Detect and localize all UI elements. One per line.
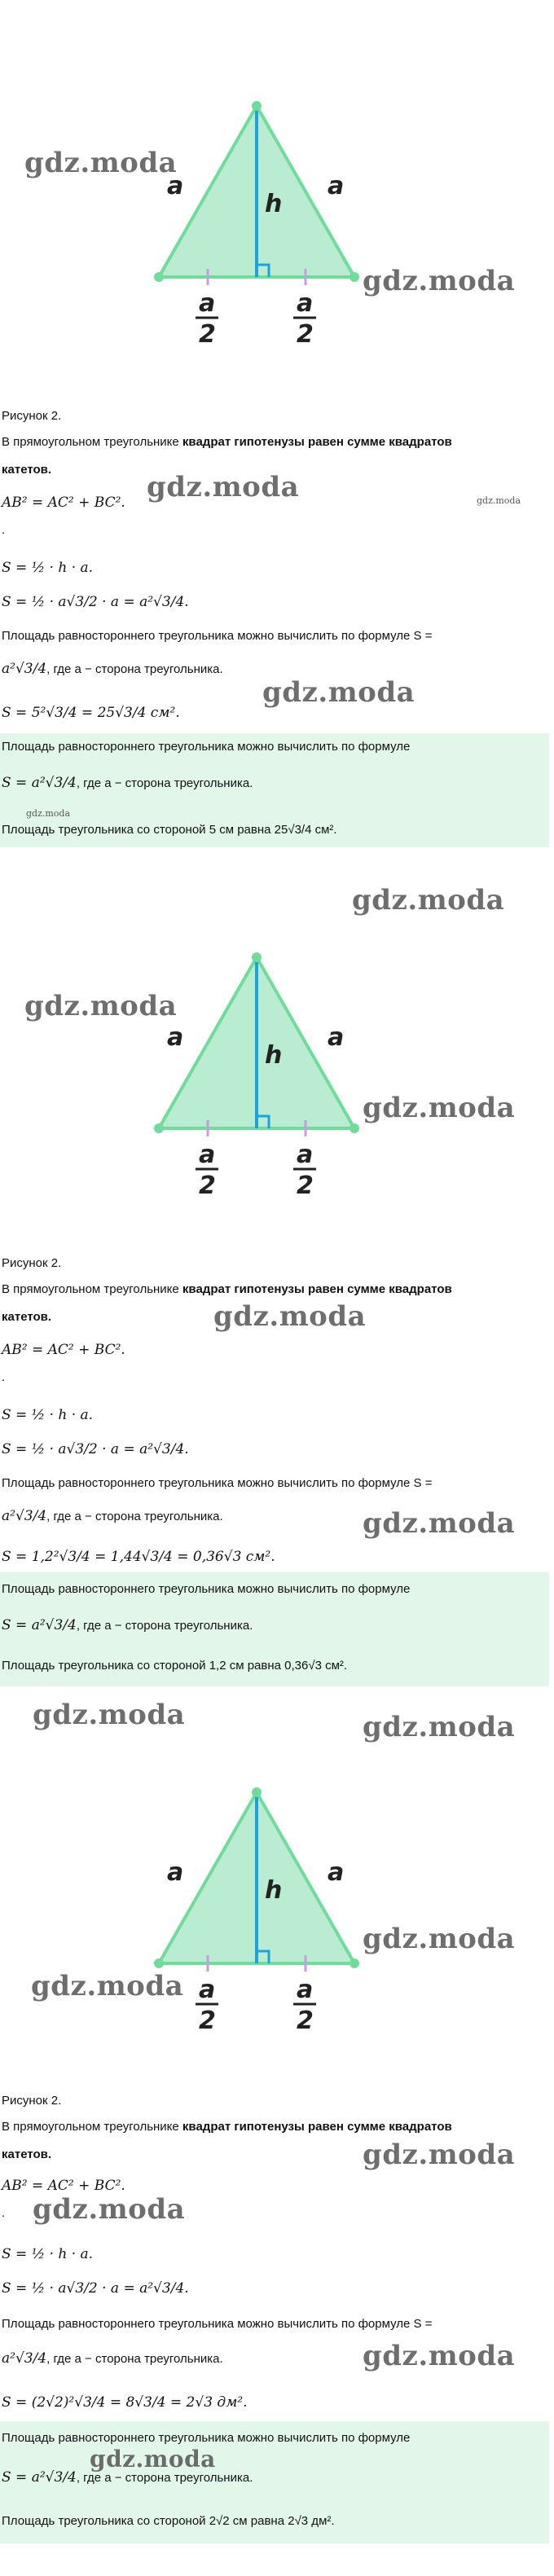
watermark: gdz.moda [24,147,178,179]
highlight-box [0,2421,549,2543]
side-label-left: a [167,1023,184,1052]
half-den-left: 2 [199,320,216,349]
watermark: gdz.moda [147,471,300,503]
height-label: h [265,1876,283,1905]
formula-where: a²√3/4, где a − сторона треугольника. [2,1508,223,1524]
equilateral-triangle-diagram [122,941,399,1200]
area-calc: S = 5²√3/4 = 25√3/4 см². [2,705,180,721]
half-num-left: a [199,289,216,318]
height-label: h [265,190,283,218]
side-label-right: a [328,172,345,200]
watermark: gdz.moda [363,1092,516,1124]
vertex-right [350,1123,359,1133]
vertex-top [252,1787,262,1797]
watermark: gdz.moda [262,676,416,709]
intro-bold-cont: катетов. [2,1310,52,1324]
answer-line: Площадь треугольника со стороной 5 см равна 25√3/4 см². [2,823,337,837]
figure-caption: Рисунок 2. [2,409,62,423]
triangle-figure-1 [122,90,399,349]
formula-where: a²√3/4, где a − сторона треугольника. [2,2350,223,2367]
half-den-left: 2 [199,1172,216,1200]
watermark: gdz.moda [363,2139,516,2171]
half-den-right: 2 [297,1172,314,1200]
area-formula-2: S = ½ · a√3/2 · a = a²√3/4. [2,594,189,610]
figure-caption: Рисунок 2. [2,2094,62,2108]
hl-formula: S = a²√3/4 [2,775,77,791]
area-calc: S = 1,2²√3/4 = 1,44√3/4 = 0,36√3 см². [2,1549,275,1565]
half-den-left: 2 [199,2007,216,2035]
highlight-box [0,733,549,847]
area-formula-2: S = ½ · a√3/2 · a = a²√3/4. [2,2280,189,2297]
hl-formula-line [2,1616,253,1635]
area-calc: S = (2√2)²√3/4 = 8√3/4 = 2√3 дм². [2,2394,248,2411]
hl-where: , где a − сторона треугольника. [76,776,253,790]
intro-bold: квадрат гипотенузы равен сумме квадратов [182,1282,452,1296]
area-formula-1: S = ½ · h · a. [2,1407,94,1423]
intro-plain: В прямоугольном треугольнике [2,1282,182,1296]
intro-bold: квадрат гипотенузы равен сумме квадратов [182,435,452,449]
solution-section-1 [0,0,554,847]
solution-section-2 [0,847,554,1695]
figure-caption: Рисунок 2. [2,1256,62,1270]
pythagoras: AB² = AC² + BC². [2,495,125,511]
hl-formula-line [2,2468,253,2487]
triangle-figure-2 [122,941,399,1200]
solution-section-3 [0,1695,554,2576]
watermark: gdz.moda [363,1923,516,1955]
intro-text [2,2118,452,2136]
hl-where: , где a − сторона треугольника. [76,2471,253,2485]
vertex-top [252,952,262,962]
watermark: gdz.moda [90,2446,216,2473]
half-num-left: a [199,1141,216,1169]
watermark: gdz.moda [31,1970,184,2002]
formula-sentence: Площадь равностороннего треугольника можно вычислить по формуле S = [2,1476,433,1490]
vertex-left [154,272,164,282]
intro-text [2,1281,452,1299]
half-num-right: a [297,289,314,318]
watermark: gdz.moda [33,2193,186,2226]
pythagoras: AB² = AC² + BC². [2,2178,125,2194]
hl-formula: S = a²√3/4 [2,2469,77,2486]
vertex-right [350,272,359,282]
watermark: gdz.moda [352,884,505,917]
watermark: gdz.moda [363,2340,516,2372]
formula-sentence: Площадь равностороннего треугольника можно вычислить по формуле S = [2,629,433,643]
watermark: gdz.moda [33,1699,186,1731]
area-formula-2: S = ½ · a√3/2 · a = a²√3/4. [2,1441,189,1457]
area-formula-1: S = ½ · h · a. [2,560,94,576]
hl-where: , где a − сторона треугольника. [76,1619,253,1633]
hl-sentence: Площадь равностороннего треугольника можно вычислить по формуле [2,740,411,754]
watermark-small: gdz.moda [477,495,521,506]
hl-formula: S = a²√3/4 [2,1617,77,1633]
answer-line: Площадь треугольника со стороной 1,2 см равна 0,36√3 см². [2,1659,348,1673]
half-den-right: 2 [297,320,314,349]
highlight-box [0,1572,549,1686]
watermark: gdz.moda [213,1300,367,1333]
half-num-left: a [199,1976,216,2004]
side-label-right: a [328,1858,345,1887]
watermark: gdz.moda [363,265,516,297]
equilateral-triangle-diagram [122,90,399,349]
answer-line: Площадь треугольника со стороной 2√2 см равна 2√3 дм². [2,2514,335,2528]
watermark: gdz.moda [363,1711,516,1743]
watermark: gdz.moda [24,990,178,1022]
hl-formula-line [2,774,253,793]
pythagoras: AB² = AC² + BC². [2,1342,125,1358]
intro-bold-cont: катетов. [2,463,52,477]
area-formula-1: S = ½ · h · a. [2,2246,94,2262]
side-label-left: a [167,172,184,200]
intro-bold-cont: катетов. [2,2147,52,2161]
side-label-left: a [167,1858,184,1887]
intro-plain: В прямоугольном треугольнике [2,2120,182,2134]
intro-bold: квадрат гипотенузы равен сумме квадратов [182,2120,452,2134]
formula-where: a²√3/4, где a − сторона треугольника. [2,661,223,677]
watermark: gdz.moda [363,1507,516,1540]
vertex-right [350,1958,359,1968]
half-num-right: a [297,1141,314,1169]
dot-line: . [2,2206,6,2220]
vertex-left [154,1958,164,1968]
half-num-right: a [297,1976,314,2004]
vertex-top [252,101,262,111]
intro-plain: В прямоугольном треугольнике [2,435,182,449]
height-label: h [265,1041,283,1070]
intro-text [2,433,452,451]
hl-sentence: Площадь равностороннего треугольника можно вычислить по формуле [2,1582,411,1596]
half-den-right: 2 [297,2007,314,2035]
vertex-left [154,1123,164,1133]
dot-line: . [2,1370,6,1384]
formula-sentence: Площадь равностороннего треугольника можно вычислить по формуле S = [2,2317,433,2331]
dot-line: . [2,523,6,537]
side-label-right: a [328,1023,345,1052]
watermark-small: gdz.moda [26,808,71,819]
hl-sentence: Площадь равностороннего треугольника можно вычислить по формуле [2,2431,411,2445]
